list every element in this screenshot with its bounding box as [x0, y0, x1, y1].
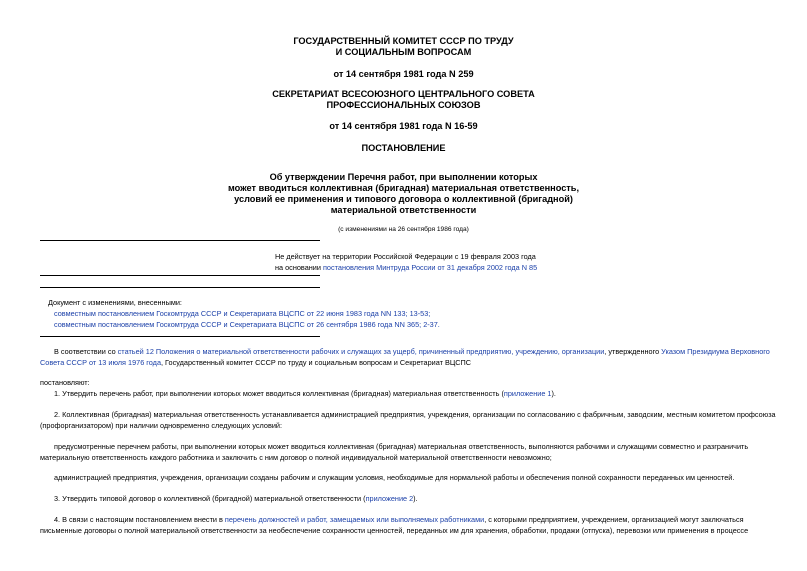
title-line: условий ее применения и типового договора о коллективной (бригадной) — [234, 194, 573, 204]
p1-text: 1. Утвердить перечень работ, при выполнении которых может вводиться коллективная (бригадная) материальная ответственность ( — [54, 389, 504, 398]
validity-prefix: на основании — [275, 263, 323, 272]
mintrud-decree-link[interactable]: постановления Минтруда России от 31 декабря 2002 года N 85 — [322, 263, 538, 272]
appendix2-link[interactable]: приложение 2 — [365, 494, 414, 503]
doc-type: ПОСТАНОВЛЕНИЕ — [361, 143, 446, 153]
amendment-link-1986[interactable]: совместным постановлением Госкомтруда СССР и Секретариата ВЦСПС от 26 сентября 1986 года NN 365; 2-37. — [54, 320, 440, 329]
p1-text: ). — [551, 389, 556, 398]
title-line: Об утверждении Перечня работ, при выполнении которых — [269, 172, 538, 182]
intro-text: В соответствии со — [54, 347, 118, 356]
title-line: материальной ответственности — [330, 205, 477, 215]
intro-text: , Государственный комитет СССР по труду и социальным вопросам и Секретариат ВЦСПС — [161, 358, 472, 367]
paragraph-2a-line1: предусмотренные перечнем работы, при выполнении которых может вводиться коллективная (бригадная) материальная ответственность, выполняются рабочими и служащими совместно и разграничить — [54, 442, 749, 451]
article12-link[interactable]: статьей 12 Положения о материальной ответственности рабочих и служащих за ущерб, причиненный предприятию, учреждению, организации — [117, 347, 605, 356]
paragraph-1 — [40, 388, 768, 399]
paragraph-2b: администрацией предприятия, учреждения, организации созданы рабочим и служащим условия, необходимые для нормальной работы и обеспечения полной сохранности переданных им ценностей. — [54, 473, 735, 482]
ukaz-link[interactable]: Указом Президиума Верховного — [661, 347, 770, 356]
divider — [40, 287, 320, 288]
validity-basis — [275, 262, 537, 273]
paragraph-2-line2: (профорганизатором) при наличии одновременно следующих условий: — [40, 421, 283, 430]
intro-line1 — [40, 346, 768, 357]
p3-text: 3. Утвердить типовой договор о коллективной (бригадной) материальной ответственности ( — [54, 494, 366, 503]
amendments-heading: Документ с изменениями, внесенными: — [48, 298, 182, 307]
intro-text: , утвержденного — [604, 347, 662, 356]
org1-line1: ГОСУДАРСТВЕННЫЙ КОМИТЕТ СССР ПО ТРУДУ — [293, 36, 514, 46]
appendix1-link[interactable]: приложение 1 — [503, 389, 552, 398]
divider — [40, 275, 320, 276]
paragraph-2-line1: 2. Коллективная (бригадная) материальная ответственность устанавливается администрацией предприятия, учреждения, организации по согласованию с фабричным, заводским, местным комитетом профсоюза — [54, 410, 776, 419]
validity-line: Не действует на территории Российской Федерации с 19 февраля 2003 года — [275, 252, 536, 261]
intro-line2 — [40, 357, 768, 368]
paragraph-2a-line2: материальную ответственность каждого работника и заключить с ним договор о полной индивидуальной материальной ответственности невозможно; — [40, 453, 552, 462]
p4-text: , с которыми предприятием, учреждением, организацией могут заключаться — [484, 515, 744, 524]
ukaz-link-cont[interactable]: Совета СССР от 13 июля 1976 года — [40, 358, 161, 367]
p3-text: ). — [413, 494, 418, 503]
org2-line2: ПРОФЕССИОНАЛЬНЫХ СОЮЗОВ — [326, 100, 481, 110]
amendment-link-1983[interactable]: совместным постановлением Госкомтруда СССР и Секретариата ВЦСПС от 22 июня 1983 года NN 133; 13-53; — [54, 309, 431, 318]
positions-list-link[interactable]: перечень должностей и работ, замещаемых или выполняемых работниками — [224, 515, 485, 524]
changes-note: (с изменениями на 26 сентября 1986 года) — [338, 226, 469, 233]
date1: от 14 сентября 1981 года N 259 — [333, 69, 474, 79]
p4-text: 4. В связи с настоящим постановлением внести в — [54, 515, 225, 524]
divider — [40, 240, 320, 241]
date2: от 14 сентября 1981 года N 16-59 — [329, 121, 478, 131]
divider — [40, 336, 320, 337]
title-line: может вводиться коллективная (бригадная) материальная ответственность, — [227, 183, 580, 193]
paragraph-4-line2: письменные договоры о полной материальной ответственности за необеспечение сохранности ценностей, переданных им для хранения, обработки, продажи (отпуска), перевозки или применения в процессе — [40, 526, 749, 535]
org1-line2: И СОЦИАЛЬНЫМ ВОПРОСАМ — [335, 47, 472, 57]
paragraph-3 — [40, 493, 768, 504]
decree-word: постановляют: — [40, 378, 90, 387]
org2-line1: СЕКРЕТАРИАТ ВСЕСОЮЗНОГО ЦЕНТРАЛЬНОГО СОВЕТА — [272, 89, 535, 99]
paragraph-4-line1 — [40, 514, 768, 525]
